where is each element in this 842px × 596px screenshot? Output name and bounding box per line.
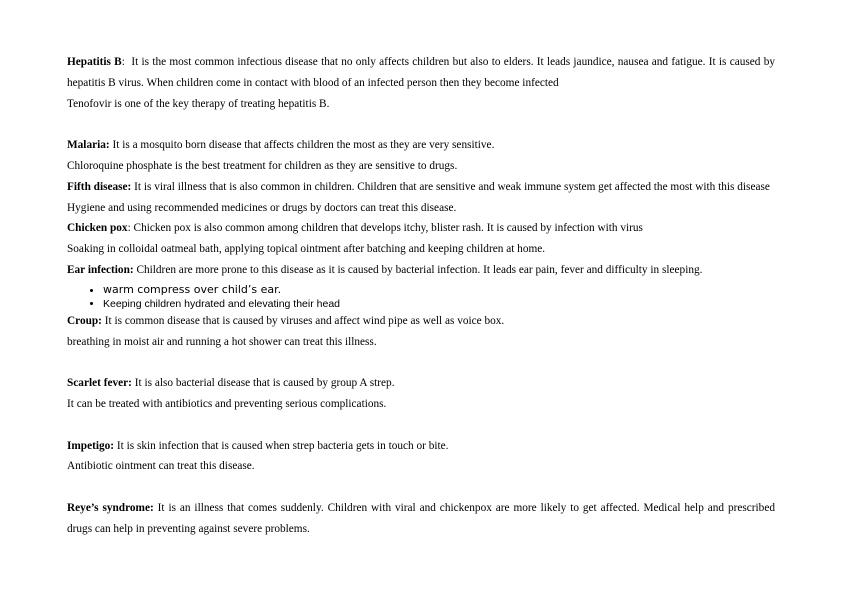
chicken-pox-description: : Chicken pox is also common among children that develops itchy, blister rash. It is caused by infection with virus [127,222,643,235]
reyes-syndrome-paragraph [67,498,775,540]
ear-infection-paragraph [67,260,775,281]
hepatitis-description: It is the most common infectious disease that no only affects children but also to elders. It leads jaundice, nausea and fatigue. It is caused by hepatitis B virus. When children come in contact with blood of an infected person then they become infected [67,56,775,89]
ear-infection-term: Ear infection: [67,263,134,276]
fifth-disease-treatment: Hygiene and using recommended medicines or drugs by doctors can treat this disease. [67,201,457,214]
reyes-syndrome-description: It is an illness that comes suddenly. Children with viral and chickenpox are more likely to get affected. Medical help and prescribed drugs can help in preventing against severe problems. [67,501,775,535]
chicken-pox-treatment: Soaking in colloidal oatmeal bath, applying topical ointment after batching and keeping children at home. [67,243,546,256]
croup-description: It is common disease that is caused by viruses and affect wind pipe as well as voice box. [104,314,505,327]
fifth-disease-description: It is viral illness that is also common in children. Children that are sensitive and weak immune system get affected the most with this disease [134,180,770,193]
croup-term: Croup: [67,314,102,327]
scarlet-fever-description: It is also bacterial disease that is caused by group A strep. [134,377,395,390]
chicken-pox-term: Chicken pox [67,222,128,235]
hepatitis-paragraph [67,52,775,94]
impetigo-treatment: Antibiotic ointment can treat this disease. [67,460,255,473]
malaria-treatment: Chloroquine phosphate is the best treatment for children as they are sensitive to drugs. [67,159,458,172]
fifth-disease-term: Fifth disease: [67,180,132,193]
croup-paragraph [67,311,775,332]
impetigo-term: Impetigo: [67,439,115,452]
list-item: • warm compress over child’s ear. [103,283,775,297]
scarlet-fever-paragraph [67,373,775,394]
malaria-paragraph [67,135,775,156]
ear-infection-treatment-list [67,283,775,311]
reyes-syndrome-term: Reye’s syndrome: [67,501,154,514]
hepatitis-separator: : [121,56,125,68]
ear-infection-description: Children are more prone to this disease as it is caused by bacterial infection. It leads ear pain, fever and difficulty in sleeping. [136,263,703,276]
spacer [67,114,775,135]
malaria-description: It is a mosquito born disease that affects children the most as they are very sensitive. [112,139,495,152]
spacer [67,477,775,498]
impetigo-paragraph [67,436,775,457]
chicken-pox-paragraph [67,218,775,239]
fifth-disease-paragraph [67,177,775,198]
scarlet-fever-term: Scarlet fever: [67,377,132,390]
list-item: • Keeping children hydrated and elevating their head [103,297,775,311]
hepatitis-treatment: Tenofovir is one of the key therapy of treating hepatitis B. [67,97,330,110]
malaria-term: Malaria: [67,139,110,152]
scarlet-fever-treatment: It can be treated with antibiotics and preventing serious complications. [67,397,387,410]
hepatitis-term: Hepatitis B [67,56,122,68]
croup-treatment: breathing in moist air and running a hot shower can treat this illness. [67,335,377,348]
spacer [67,415,775,436]
impetigo-description: It is skin infection that is caused when strep bacteria gets in touch or bite. [116,439,449,452]
document-body [67,52,775,540]
spacer [67,352,775,373]
